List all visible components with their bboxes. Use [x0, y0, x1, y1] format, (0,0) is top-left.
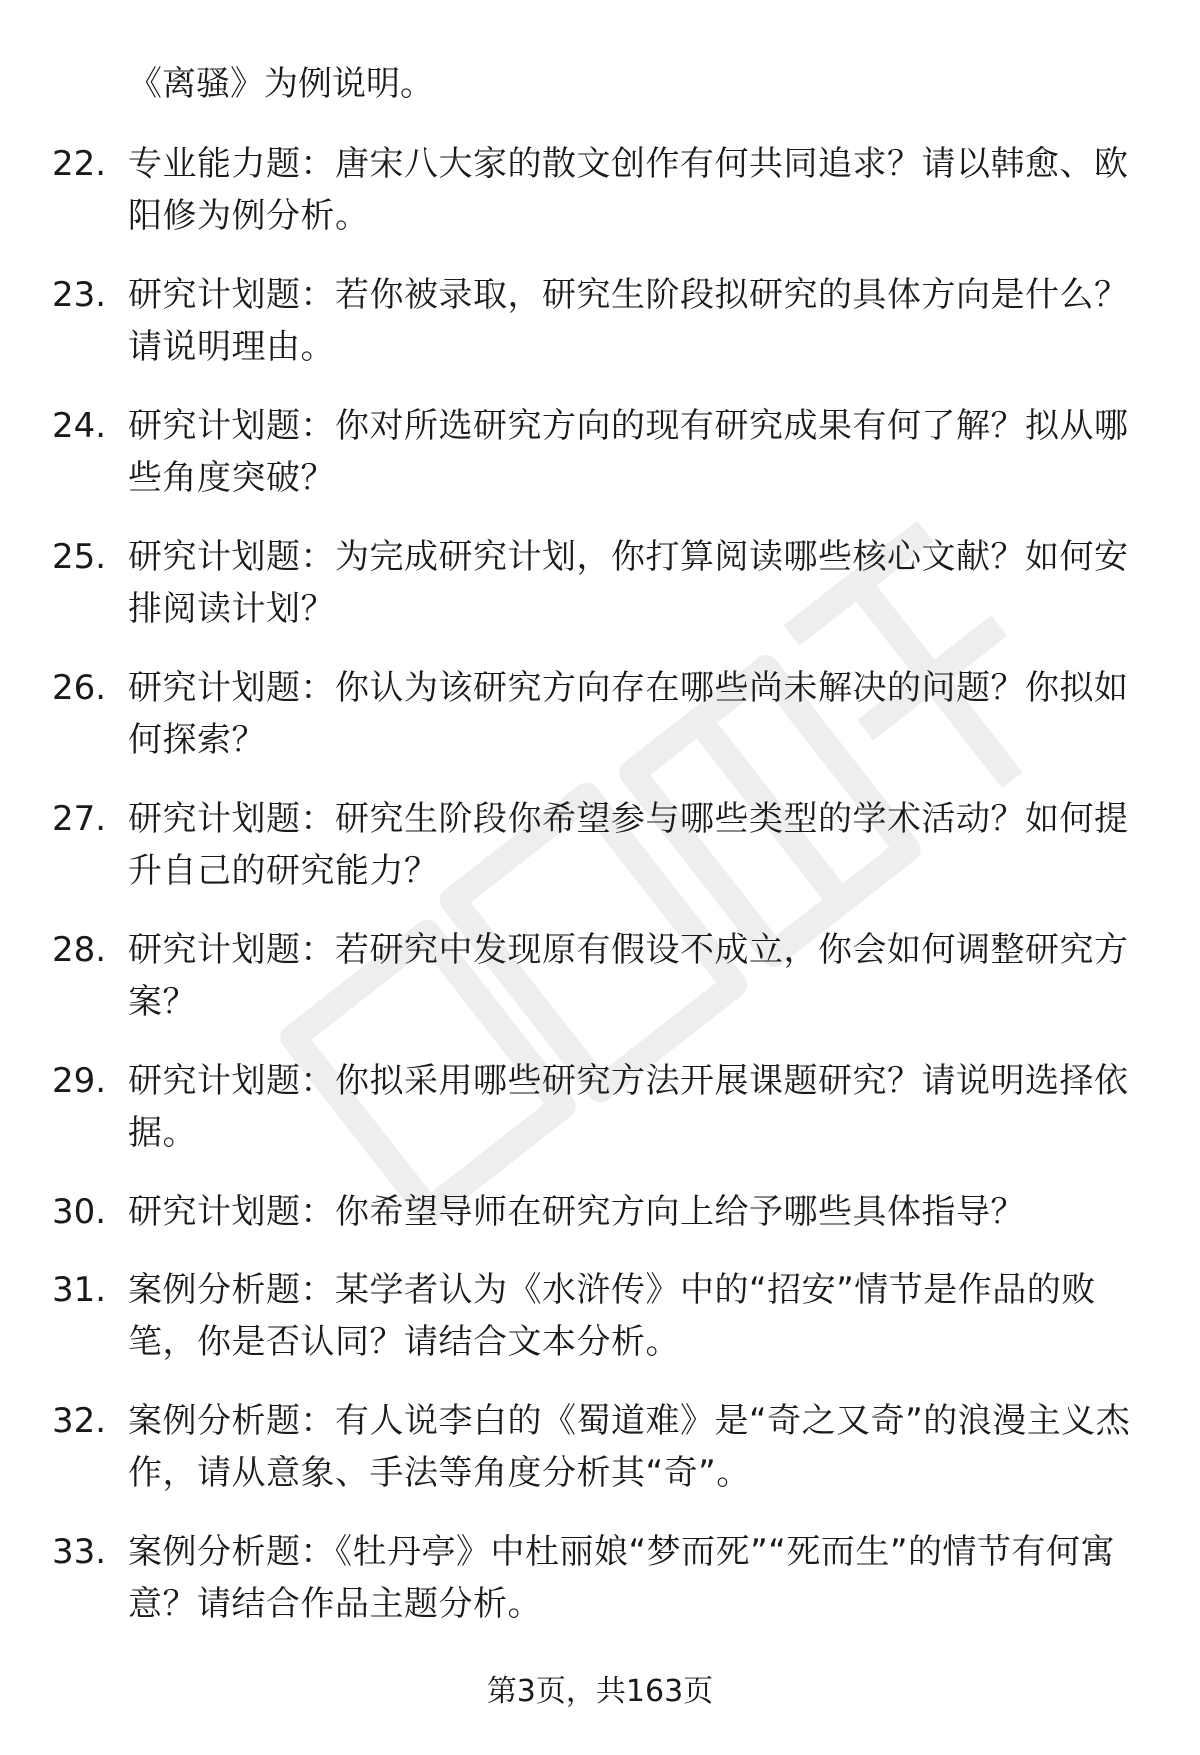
page-footer: 第3页，共163页 — [486, 1674, 714, 1709]
question-item — [0, 662, 1200, 793]
question-item — [0, 269, 1200, 400]
question-number: 25. — [52, 537, 107, 577]
question-text: 案例分析题：某学者认为《水浒传》中的“招安”情节是作品的败笔，你是否认同？请结合文本分析。 — [128, 1270, 1096, 1362]
question-item — [0, 531, 1200, 662]
question-list — [0, 138, 1200, 1657]
question-item — [0, 793, 1200, 924]
question-item — [0, 1526, 1200, 1657]
question-number: 23. — [52, 275, 107, 315]
question-item — [0, 1055, 1200, 1186]
question-item — [0, 1264, 1200, 1395]
question-text: 研究计划题：若你被录取，研究生阶段拟研究的具体方向是什么？请说明理由。 — [128, 275, 1129, 367]
question-item — [0, 924, 1200, 1055]
question-text: 研究计划题：你对所选研究方向的现有研究成果有何了解？拟从哪些角度突破？ — [128, 406, 1129, 498]
question-number: 33. — [52, 1532, 107, 1572]
question-number: 22. — [52, 144, 107, 184]
question-item — [0, 1395, 1200, 1526]
question-text: 研究计划题：为完成研究计划，你打算阅读哪些核心文献？如何安排阅读计划？ — [128, 537, 1129, 629]
question-text: 研究计划题：若研究中发现原有假设不成立，你会如何调整研究方案？ — [128, 930, 1129, 1022]
question-number: 31. — [52, 1270, 107, 1310]
question-item — [0, 138, 1200, 269]
question-text: 案例分析题：《牡丹亭》中杜丽娘“梦而死”“死而生”的情节有何寓意？请结合作品主题分析。 — [128, 1532, 1115, 1624]
question-text: 专业能力题：唐宋八大家的散文创作有何共同追求？请以韩愈、欧阳修为例分析。 — [128, 144, 1129, 236]
question-number: 26. — [52, 668, 107, 708]
question-text: 研究计划题：你拟采用哪些研究方法开展课题研究？请说明选择依据。 — [128, 1061, 1129, 1153]
question-number: 29. — [52, 1061, 107, 1101]
question-item — [0, 1186, 1200, 1264]
question-number: 24. — [52, 406, 107, 446]
question-item — [0, 400, 1200, 531]
question-text: 研究计划题：研究生阶段你希望参与哪些类型的学术活动？如何提升自己的研究能力？ — [128, 799, 1129, 891]
question-number: 28. — [52, 930, 107, 970]
question-number: 27. — [52, 799, 107, 839]
question-number: 32. — [52, 1401, 107, 1441]
continuation-text: 《离骚》为例说明。 — [128, 64, 434, 104]
question-text: 研究计划题：你认为该研究方向存在哪些尚未解决的问题？你拟如何探索？ — [128, 668, 1129, 760]
question-text: 案例分析题：有人说李白的《蜀道难》是“奇之又奇”的浪漫主义杰作，请从意象、手法等角度分析其“奇”。 — [128, 1401, 1131, 1493]
question-number: 30. — [52, 1192, 107, 1232]
question-text: 研究计划题：你希望导师在研究方向上给予哪些具体指导？ — [128, 1192, 1025, 1232]
